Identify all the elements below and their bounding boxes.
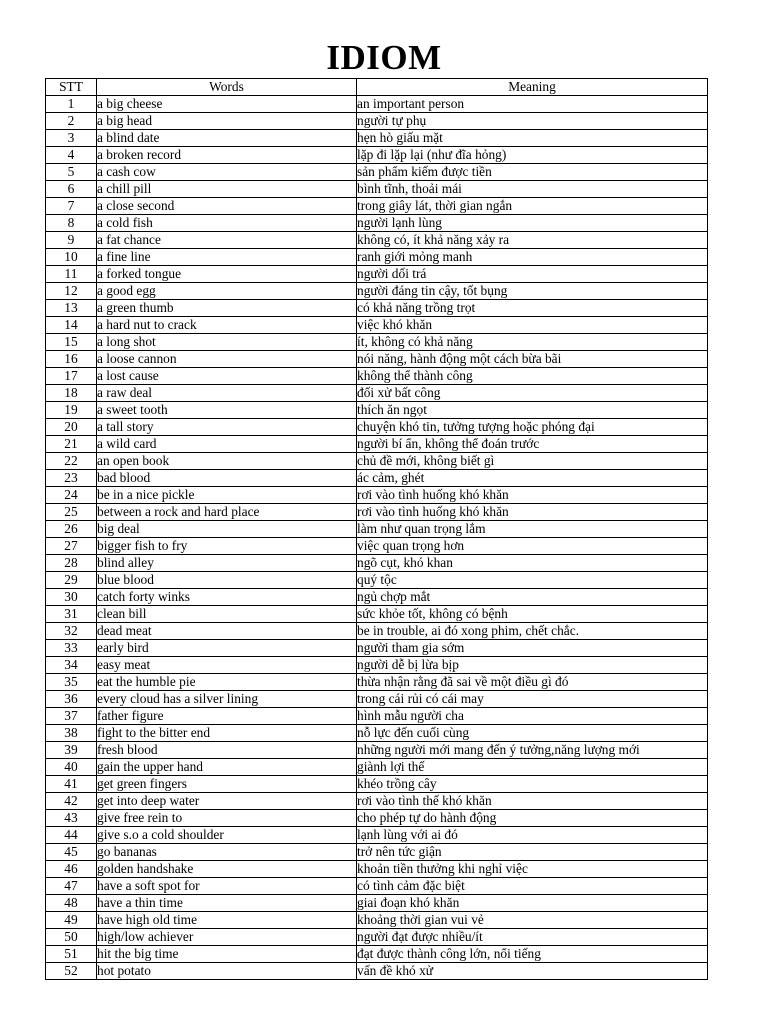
idiom-meaning-cell: đối xử bất công [357,385,708,402]
row-number-cell: 7 [46,198,97,215]
idiom-words-cell: an open book [97,453,357,470]
table-row [46,555,708,572]
idiom-words-cell: bigger fish to fry [97,538,357,555]
column-header-meaning: Meaning [357,79,708,96]
table-body [46,96,708,980]
row-number-cell: 28 [46,555,97,572]
idiom-words-cell: have high old time [97,912,357,929]
idiom-meaning-cell: người dễ bị lừa bịp [357,657,708,674]
table-row [46,657,708,674]
idiom-meaning-cell: người đạt được nhiều/ít [357,929,708,946]
idiom-meaning-cell: nói năng, hành động một cách bừa bãi [357,351,708,368]
idiom-meaning-cell: người tự phụ [357,113,708,130]
idiom-words-cell: a sweet tooth [97,402,357,419]
table-row [46,963,708,980]
row-number-cell: 35 [46,674,97,691]
table-row [46,419,708,436]
table-row [46,861,708,878]
table-row [46,470,708,487]
table-row [46,504,708,521]
idiom-meaning-cell: giai đoạn khó khăn [357,895,708,912]
idiom-words-cell: a fine line [97,249,357,266]
idiom-words-cell: a cold fish [97,215,357,232]
table-row [46,283,708,300]
row-number-cell: 23 [46,470,97,487]
row-number-cell: 27 [46,538,97,555]
row-number-cell: 45 [46,844,97,861]
idiom-meaning-cell: làm như quan trọng lắm [357,521,708,538]
idiom-meaning-cell: khoảng thời gian vui vẻ [357,912,708,929]
idiom-meaning-cell: trở nên tức giận [357,844,708,861]
table-row [46,640,708,657]
idiom-meaning-cell: ít, không có khả năng [357,334,708,351]
row-number-cell: 25 [46,504,97,521]
idiom-words-cell: big deal [97,521,357,538]
idiom-meaning-cell: be in trouble, ai đó xong phim, chết chắc. [357,623,708,640]
row-number-cell: 51 [46,946,97,963]
row-number-cell: 31 [46,606,97,623]
idiom-words-cell: golden handshake [97,861,357,878]
idiom-meaning-cell: ngủ chợp mắt [357,589,708,606]
row-number-cell: 1 [46,96,97,113]
table-row [46,912,708,929]
row-number-cell: 26 [46,521,97,538]
idiom-words-cell: a good egg [97,283,357,300]
idiom-meaning-cell: bình tĩnh, thoải mái [357,181,708,198]
table-row [46,130,708,147]
row-number-cell: 40 [46,759,97,776]
table-row [46,368,708,385]
table-row [46,113,708,130]
row-number-cell: 15 [46,334,97,351]
row-number-cell: 43 [46,810,97,827]
idiom-meaning-cell: trong giây lát, thời gian ngắn [357,198,708,215]
idiom-meaning-cell: quý tộc [357,572,708,589]
table-row [46,351,708,368]
table-row [46,878,708,895]
idiom-meaning-cell: người tham gia sớm [357,640,708,657]
row-number-cell: 44 [46,827,97,844]
idiom-words-cell: a broken record [97,147,357,164]
row-number-cell: 2 [46,113,97,130]
idiom-words-cell: gain the upper hand [97,759,357,776]
row-number-cell: 6 [46,181,97,198]
table-row [46,895,708,912]
row-number-cell: 12 [46,283,97,300]
table-row [46,691,708,708]
idiom-words-cell: a raw deal [97,385,357,402]
idiom-meaning-cell: ác cảm, ghét [357,470,708,487]
idiom-words-cell: go bananas [97,844,357,861]
idiom-words-cell: a close second [97,198,357,215]
idiom-meaning-cell: thích ăn ngọt [357,402,708,419]
row-number-cell: 21 [46,436,97,453]
idiom-words-cell: a big cheese [97,96,357,113]
table-row [46,436,708,453]
row-number-cell: 49 [46,912,97,929]
idiom-meaning-cell: ngõ cụt, khó khan [357,555,708,572]
idiom-meaning-cell: an important person [357,96,708,113]
idiom-meaning-cell: hình mẫu người cha [357,708,708,725]
row-number-cell: 10 [46,249,97,266]
row-number-cell: 17 [46,368,97,385]
idiom-words-cell: be in a nice pickle [97,487,357,504]
table-row [46,317,708,334]
idiom-meaning-cell: giành lợi thế [357,759,708,776]
idiom-meaning-cell: khoản tiền thưởng khi nghỉ việc [357,861,708,878]
table-header-row [46,79,708,96]
table-row [46,164,708,181]
idiom-words-cell: a green thumb [97,300,357,317]
idiom-words-cell: every cloud has a silver lining [97,691,357,708]
idiom-meaning-cell: những người mới mang đến ý tưởng,năng lượng mới [357,742,708,759]
table-row [46,725,708,742]
idiom-meaning-cell: vấn đề khó xử [357,963,708,980]
idiom-words-cell: have a soft spot for [97,878,357,895]
row-number-cell: 24 [46,487,97,504]
table-row [46,759,708,776]
row-number-cell: 52 [46,963,97,980]
idiom-words-cell: a cash cow [97,164,357,181]
idiom-meaning-cell: ranh giới mỏng manh [357,249,708,266]
idiom-meaning-cell: rơi vào tình huống khó khăn [357,487,708,504]
table-row [46,181,708,198]
row-number-cell: 30 [46,589,97,606]
idiom-words-cell: give s.o a cold shoulder [97,827,357,844]
table-row [46,538,708,555]
idiom-words-cell: a forked tongue [97,266,357,283]
table-row [46,742,708,759]
idiom-meaning-cell: người lạnh lùng [357,215,708,232]
idiom-meaning-cell: cho phép tự do hành động [357,810,708,827]
idiom-meaning-cell: khéo trồng cây [357,776,708,793]
table-row [46,623,708,640]
idiom-words-cell: clean bill [97,606,357,623]
row-number-cell: 29 [46,572,97,589]
row-number-cell: 19 [46,402,97,419]
idiom-words-cell: a blind date [97,130,357,147]
idiom-meaning-cell: lặp đi lặp lại (như đĩa hỏng) [357,147,708,164]
idiom-words-cell: high/low achiever [97,929,357,946]
idiom-meaning-cell: sản phẩm kiếm được tiền [357,164,708,181]
idiom-words-cell: a chill pill [97,181,357,198]
idiom-words-cell: early bird [97,640,357,657]
table-row [46,793,708,810]
idiom-meaning-cell: đạt được thành công lớn, nổi tiếng [357,946,708,963]
idiom-meaning-cell: người đáng tin cậy, tốt bụng [357,283,708,300]
table-row [46,198,708,215]
idiom-words-cell: give free rein to [97,810,357,827]
idiom-words-cell: bad blood [97,470,357,487]
idiom-meaning-cell: sức khỏe tốt, không có bệnh [357,606,708,623]
table-row [46,266,708,283]
row-number-cell: 33 [46,640,97,657]
idiom-words-cell: father figure [97,708,357,725]
table-row [46,300,708,317]
row-number-cell: 34 [46,657,97,674]
table-row [46,521,708,538]
idiom-meaning-cell: không thể thành công [357,368,708,385]
row-number-cell: 3 [46,130,97,147]
idiom-meaning-cell: chuyện khó tin, tưởng tượng hoặc phóng đại [357,419,708,436]
table-row [46,844,708,861]
table-row [46,215,708,232]
table-row [46,810,708,827]
idiom-meaning-cell: có tình cảm đặc biệt [357,878,708,895]
idiom-words-cell: between a rock and hard place [97,504,357,521]
row-number-cell: 22 [46,453,97,470]
idiom-words-cell: have a thin time [97,895,357,912]
row-number-cell: 37 [46,708,97,725]
row-number-cell: 47 [46,878,97,895]
idiom-words-cell: easy meat [97,657,357,674]
idiom-words-cell: a big head [97,113,357,130]
idiom-words-cell: hit the big time [97,946,357,963]
idiom-meaning-cell: chủ đề mới, không biết gì [357,453,708,470]
idiom-meaning-cell: việc khó khăn [357,317,708,334]
table-row [46,487,708,504]
idiom-words-cell: a hard nut to crack [97,317,357,334]
row-number-cell: 14 [46,317,97,334]
row-number-cell: 20 [46,419,97,436]
table-row [46,827,708,844]
table-row [46,776,708,793]
idiom-words-cell: dead meat [97,623,357,640]
row-number-cell: 50 [46,929,97,946]
idiom-meaning-cell: trong cái rủi có cái may [357,691,708,708]
idiom-words-cell: a tall story [97,419,357,436]
row-number-cell: 18 [46,385,97,402]
idiom-words-cell: a loose cannon [97,351,357,368]
table-row [46,453,708,470]
row-number-cell: 5 [46,164,97,181]
idiom-meaning-cell: rơi vào tình thế khó khăn [357,793,708,810]
table-row [46,402,708,419]
idiom-meaning-cell: hẹn hò giấu mặt [357,130,708,147]
table-row [46,674,708,691]
table-row [46,147,708,164]
row-number-cell: 4 [46,147,97,164]
page-title: IDIOM [326,38,442,77]
table-row [46,249,708,266]
table-row [46,929,708,946]
table-row [46,96,708,113]
table-row [46,572,708,589]
idiom-words-cell: fresh blood [97,742,357,759]
table-row [46,385,708,402]
column-header-stt: STT [46,79,97,96]
idiom-words-cell: a fat chance [97,232,357,249]
idiom-words-cell: get green fingers [97,776,357,793]
row-number-cell: 42 [46,793,97,810]
row-number-cell: 36 [46,691,97,708]
idiom-words-cell: fight to the bitter end [97,725,357,742]
idiom-words-cell: get into deep water [97,793,357,810]
table-row [46,232,708,249]
row-number-cell: 48 [46,895,97,912]
row-number-cell: 16 [46,351,97,368]
idiom-meaning-cell: lạnh lùng với ai đó [357,827,708,844]
idiom-meaning-cell: nỗ lực đến cuối cùng [357,725,708,742]
row-number-cell: 11 [46,266,97,283]
idiom-meaning-cell: không có, ít khả năng xảy ra [357,232,708,249]
idiom-words-cell: a long shot [97,334,357,351]
idiom-meaning-cell: người bí ẩn, không thể đoán trước [357,436,708,453]
table-row [46,334,708,351]
row-number-cell: 46 [46,861,97,878]
row-number-cell: 38 [46,725,97,742]
row-number-cell: 8 [46,215,97,232]
table-row [46,606,708,623]
idiom-meaning-cell: thừa nhận rằng đã sai về một điều gì đó [357,674,708,691]
idiom-words-cell: hot potato [97,963,357,980]
idiom-words-cell: blind alley [97,555,357,572]
idiom-words-cell: a wild card [97,436,357,453]
row-number-cell: 41 [46,776,97,793]
table-row [46,589,708,606]
idiom-meaning-cell: người dối trá [357,266,708,283]
idiom-words-cell: catch forty winks [97,589,357,606]
idiom-meaning-cell: rơi vào tình huống khó khăn [357,504,708,521]
row-number-cell: 9 [46,232,97,249]
row-number-cell: 39 [46,742,97,759]
idiom-meaning-cell: việc quan trọng hơn [357,538,708,555]
idiom-words-cell: a lost cause [97,368,357,385]
row-number-cell: 13 [46,300,97,317]
idiom-words-cell: blue blood [97,572,357,589]
column-header-words: Words [97,79,357,96]
table-row [46,708,708,725]
idiom-table [45,78,708,980]
row-number-cell: 32 [46,623,97,640]
idiom-meaning-cell: có khả năng trồng trọt [357,300,708,317]
idiom-words-cell: eat the humble pie [97,674,357,691]
table-row [46,946,708,963]
